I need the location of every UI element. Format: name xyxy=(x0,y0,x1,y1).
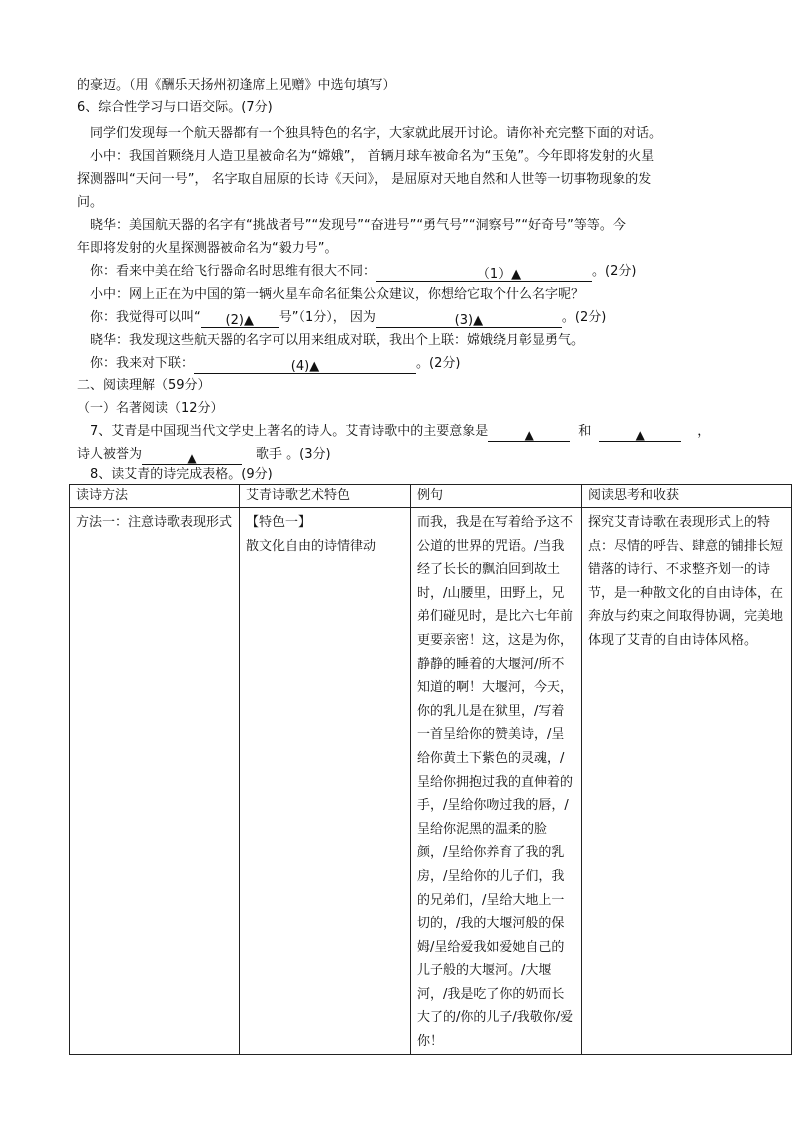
cell-example: 而我，我是在写着给予这不公道的世界的咒语。/当我经了长长的飘泊回到故土时，/山腰里，田野上，兄弟们碰见时，是比六七年前更要亲密！这，这是为你，静静的睡着的大堰河/所不知道的啊！大堰河，今天，你的乳儿是在狱里，/写着一首呈给你的赞美诗，/呈给你黄土下紫色的灵魂，/呈给你拥抱过我的直伸着的手，/呈给你吻过我的唇，/呈给你泥黑的温柔的脸颜，/呈给你养育了我的乳房，/呈给你的儿子们，我的兄弟们，/呈给大地上一切的，/我的大堰河般的保姆/呈给爱我如爱她自己的儿子般的大堰河。/大堰河，/我是吃了你的奶而长大了的/你的儿子/我敬你/爱你！ xyxy=(411,508,582,1055)
text: 歌手 。(3分) xyxy=(256,447,331,462)
text: 你：我觉得可以叫“ xyxy=(90,310,201,325)
dialogue-line: 年即将发射的火星探测器被命名为“毅力号”。 xyxy=(77,241,338,256)
q7-answer-blank-3[interactable]: ▲ xyxy=(142,448,242,465)
question-8-title: 8、读艾青的诗完成表格。(9分) xyxy=(90,467,273,482)
q7-answer-blank-1[interactable]: ▲ xyxy=(488,425,570,442)
cell-reflection: 探究艾青诗歌在表现形式上的特点：尽情的呼告、肆意的铺排长短错落的诗行、不求整齐划一的诗节，是一种散文化的自由诗体，在奔放与约束之间取得协调，完美地体现了艾青的自由诗体风格。 xyxy=(582,508,792,1055)
answer-blank-1[interactable]: （1）▲ xyxy=(376,265,592,282)
dialogue-line: 晓华：我发现这些航天器的名字可以用来组成对联，我出个上联：嫦娥绕月彰显勇气。 xyxy=(90,333,585,348)
answer-blank-3[interactable]: (3)▲ xyxy=(376,311,562,328)
answer-blank-2[interactable]: (2)▲ xyxy=(201,311,279,328)
header-reflection: 阅读思考和收获 xyxy=(582,485,792,508)
dialogue-intro: 同学们发现每一个航天器都有一个独具特色的名字，大家就此展开讨论。请你补充完整下面的对话。 xyxy=(90,126,663,141)
dialogue-line-with-blanks-2-3 xyxy=(90,308,606,328)
text: 。(2分) xyxy=(592,264,637,279)
text-line: 的豪迈。（用《酬乐天扬州初逢席上见赠》中选句填写） xyxy=(77,78,396,93)
text: ， xyxy=(697,424,711,439)
dialogue-line: 晓华：美国航天器的名字有“挑战者号”“发现号”“奋进号”“勇气号”“洞察号”“好奇号”等等。今 xyxy=(90,218,626,233)
text: 。(2分) xyxy=(416,356,461,371)
dialogue-line: 小中：我国首颗绕月人造卫星被命名为“嫦娥”， 首辆月球车被命名为“玉兔”。今年即将发射的火星 xyxy=(90,149,655,164)
dialogue-line: 探测器叫“天问一号”， 名字取自屈原的长诗《天问》， 是屈原对天地自然和人世等一切事物现象的发 xyxy=(77,172,652,187)
section-2-title: 二、阅读理解（59分） xyxy=(77,378,211,393)
dialogue-line: 小中：网上正在为中国的第一辆火星车命名征集公众建议，你想给它取个什么名字呢？ xyxy=(90,287,585,302)
poetry-reading-table xyxy=(69,484,792,1055)
dialogue-line-with-blank-4 xyxy=(90,354,460,374)
dialogue-line: 问。 xyxy=(77,195,104,210)
feature-title: 【特色一】 xyxy=(246,515,312,530)
dialogue-line-with-blank-1 xyxy=(90,262,636,282)
table-row xyxy=(70,508,792,1055)
question-7-line-2 xyxy=(77,445,331,465)
header-method: 读诗方法 xyxy=(70,485,240,508)
text: 你：我来对下联： xyxy=(90,356,195,371)
text: 你：看来中美在给飞行器命名时思维有很大不同： xyxy=(90,264,377,279)
text: 。(2分) xyxy=(561,310,607,325)
text: 和 xyxy=(578,424,592,439)
header-feature: 艾青诗歌艺术特色 xyxy=(240,485,411,508)
text: 7、艾青是中国现当代文学史上著名的诗人。艾青诗歌中的主要意象是 xyxy=(90,424,489,439)
text: 号”（1分）， 因为 xyxy=(278,310,376,325)
text: 诗人被誉为 xyxy=(77,447,143,462)
table-header-row xyxy=(70,485,792,508)
header-example: 例句 xyxy=(411,485,582,508)
subsection-1-title: （一）名著阅读（12分） xyxy=(77,401,224,416)
cell-method: 方法一：注意诗歌表现形式 xyxy=(70,508,240,1055)
question-6-title: 6、综合性学习与口语交际。(7分) xyxy=(77,100,273,115)
q7-answer-blank-2[interactable]: ▲ xyxy=(599,425,681,442)
cell-feature xyxy=(240,508,411,1055)
question-7-line-1 xyxy=(90,422,710,442)
answer-blank-4[interactable]: (4)▲ xyxy=(194,357,416,374)
feature-desc: 散文化自由的诗情律动 xyxy=(246,538,377,554)
